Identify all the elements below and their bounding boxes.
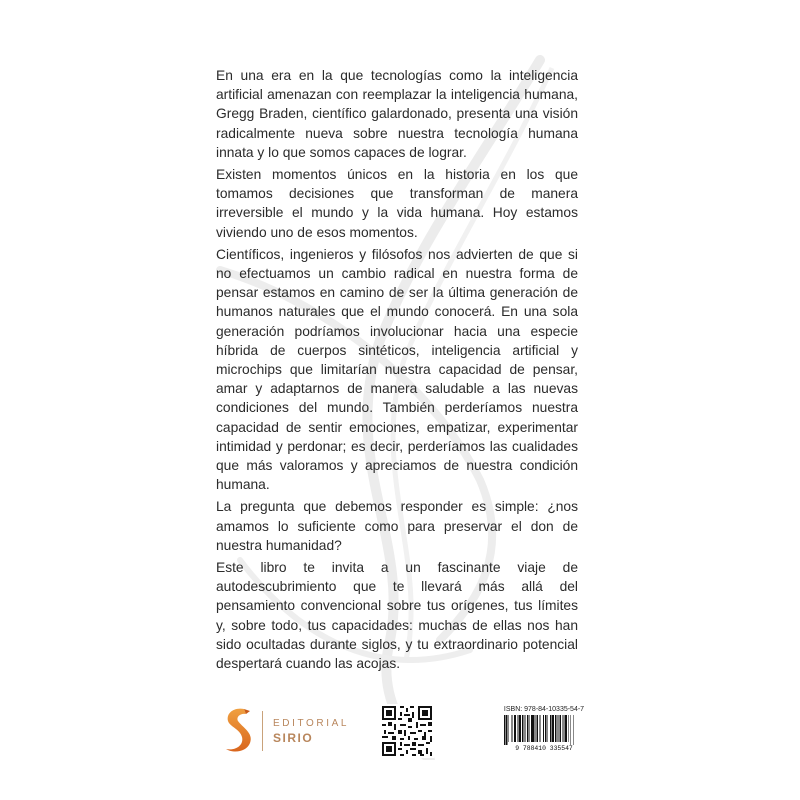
swan-logo-icon (216, 705, 256, 757)
paragraph-1: En una era en la que tecnologías como la inteligencia artificial amenazan con reemplazar la inteligencia humana, Gregg Braden, científico galardonado, presenta una visión radicalmente nueva sobre nuestra tecnología humana innata y lo que somos capaces de lograr. (216, 68, 578, 160)
back-cover-text (216, 66, 578, 676)
paragraph-5: Este libro te invita a un fascinante viaje de autodescubrimiento que te llevará más allá del pensamiento convencional sobre tus orígenes, tus límites y, sobre todo, tus capacidades: muchas de ellas nos han sido ocultadas durante siglos, y tu extraordinario potencial despertará cuando las acojas. (216, 560, 578, 672)
publisher-divider (262, 711, 263, 751)
publisher-name (273, 718, 349, 745)
barcode-digits: 9 788410 335547 (515, 745, 573, 751)
paragraph-4: La pregunta que debemos responder es simple: ¿nos amamos lo suficiente como para preservar el don de nuestra humanidad? (216, 499, 578, 553)
isbn-barcode (496, 706, 592, 758)
qr-code-icon[interactable] (380, 704, 434, 758)
isbn-label: ISBN: 978-84-10335-54-7 (503, 706, 585, 713)
book-back-cover (180, 40, 620, 760)
publisher-line-1: EDITORIAL (273, 717, 350, 729)
publisher-logo (216, 703, 349, 759)
barcode-icon (498, 715, 590, 751)
paragraph-3: Científicos, ingenieros y filósofos nos advierten de que si no efectuamos un cambio radical en nuestra forma de pensar estamos en camino de ser la última generación de humanos naturales que el mundo conocerá. En una sola generación podríamos involucionar hacia una especie híbrida de cuerpos sintéticos, inteligencia artificial y microchips que limitarían nuestra capacidad de pensar, amar y adaptarnos de manera saludable a las nuevas condiciones del mundo. También perderíamos nuestra capacidad de sentir emociones, empatizar, experimentar intimidad y perdonar; es decir, perderíamos las cualidades que más valoramos y apreciamos de nuestra condición humana. (216, 246, 578, 493)
publisher-line-2: SIRIO (273, 730, 314, 745)
paragraph-2: Existen momentos únicos en la historia en los que tomamos decisiones que transforman de manera irreversible el mundo y la vida humana. Hoy estamos viviendo uno de esos momentos. (216, 167, 578, 240)
